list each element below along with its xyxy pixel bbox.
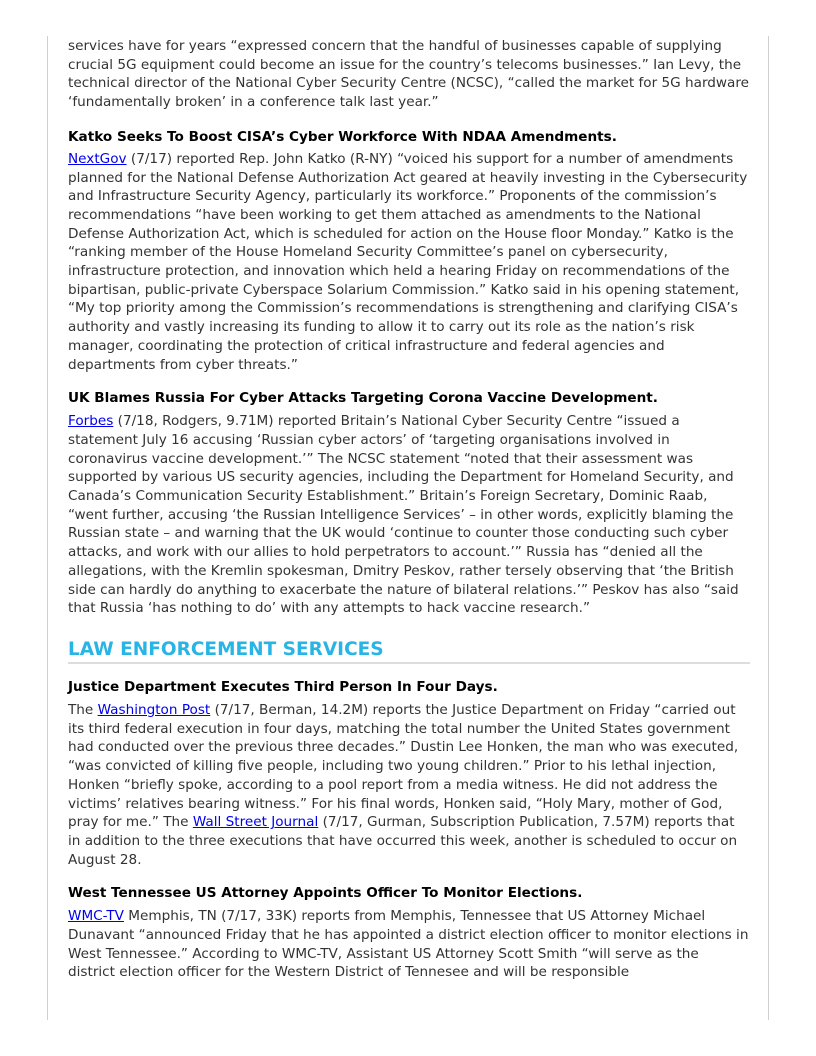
article-text-justice-2: (7/17, Gurman, Subscription Publication, 7.57M) reports that in addition to the three executions that have occurred this week, another is scheduled to occur on August 28. (68, 814, 738, 868)
left-margin-rule (47, 36, 48, 1020)
article-text-katko: (7/17) reported Rep. John Katko (R-NY) “voiced his support for a number of amendments planned for the National Defense Authorization Act geared at heavily investing in the Cybersecurity and Infrastructure Security Agency, particularly its workforce.” Proponents of the commission’s recommendations “have been working to get them attached as amendments to the National Defense Authorization Act, which is scheduled for action on the House floor Monday.” Katko is the “ranking member of the House Homeland Security Committee’s panel on cybersecurity, infrastructure protection, and innovation which held a hearing Friday on recommendations of the bipartisan, public-private Cyberspace Solarium Commission.” Katko said in his opening statement, “My top priority among the Commission’s recommendations is strengthening and clarifying CISA’s authority and vastly increasing its funding to allow it to carry out its role as the nation’s risk manager, coordinating the protection of critical infrastructure and federal agencies and departments from cyber threats.” (68, 150, 748, 373)
article-headline-uk-russia: UK Blames Russia For Cyber Attacks Targeting Corona Vaccine Development. (68, 390, 658, 407)
source-link-nextgov[interactable]: NextGov (68, 150, 127, 167)
article-headline-tennessee: West Tennessee US Attorney Appoints Officer To Monitor Elections. (68, 885, 583, 902)
article-text-uk-russia: (7/18, Rodgers, 9.71M) reported Britain’s National Cyber Security Centre “issued a statement July 16 accusing ‘Russian cyber actors’ of ‘targeting organisations involved in coronavirus vaccine development.’” The NCSC statement “noted that their assessment was supported by various US security agencies, including the Department for Homeland Security, and Canada’s Communication Security Establishment.” Britain’s Foreign Secretary, Dominic Raab, “went further, accusing ‘the Russian Intelligence Services’ – in other words, explicitly blaming the Russian state – and warning that the UK would ‘continue to counter those conducting such cyber attacks, and work with our allies to hold perpetrators to account.’” Russia has “denied all the allegations, with the Kremlin spokesman, Dmitry Peskov, rather tersely observing that ‘the British side can hardly do anything to exacerbate the nature of bilateral relations.’” Peskov has also “said that Russia ‘has nothing to do’ with any attempts to hack vaccine research.” (68, 413, 739, 617)
article-body-tennessee (68, 907, 750, 982)
section-heading-law-enforcement: LAW ENFORCEMENT SERVICES (68, 638, 750, 664)
article-body-katko (68, 150, 750, 374)
source-link-wall-street-journal[interactable]: Wall Street Journal (192, 814, 319, 831)
article-text-tennessee: Memphis, TN (7/17, 33K) reports from Memphis, Tennessee that US Attorney Michael Dunavant “announced Friday that he has appointed a district election officer to monitor elections in West Tennessee.” According to WMC-TV, Assistant US Attorney Scott Smith “will serve as the district election officer for the Western District of Tennesee and will be responsible (68, 908, 749, 981)
source-link-forbes[interactable]: Forbes (68, 413, 114, 430)
newsletter-content (68, 37, 750, 982)
article-headline-katko: Katko Seeks To Boost CISA’s Cyber Workforce With NDAA Amendments. (68, 128, 617, 145)
article-body-uk-russia (68, 412, 750, 618)
intro-paragraph: services have for years “expressed concern that the handful of businesses capable of supplying crucial 5G equipment could become an issue for the country’s telecoms businesses.” Ian Levy, the technical director of the National Cyber Security Centre (NCSC), “called the market for 5G hardware ‘fundamentally broken’ in a conference talk last year.” (68, 38, 750, 111)
article-text-justice-1: (7/17, Berman, 14.2M) reports the Justice Department on Friday “carried out its third federal execution in four days, matching the total number the United States government had conducted over the previous three decades.” Dustin Lee Honken, the man who was executed, “was convicted of killing five people, including two young children.” Prior to his lethal injection, Honken “briefly spoke, according to a pool report from a media witness. He did not address the victims’ relatives bearing witness.” For his final words, Honken said, “Holy Mary, mother of God, pray for me.” The (68, 701, 739, 831)
article-headline-justice: Justice Department Executes Third Person In Four Days. (68, 678, 498, 695)
right-margin-rule (768, 36, 769, 1020)
source-link-washington-post[interactable]: Washington Post (97, 701, 211, 718)
article-body-justice (68, 701, 750, 869)
source-link-wmc-tv[interactable]: WMC-TV (68, 908, 124, 925)
article-prefix-justice: The (68, 701, 98, 718)
